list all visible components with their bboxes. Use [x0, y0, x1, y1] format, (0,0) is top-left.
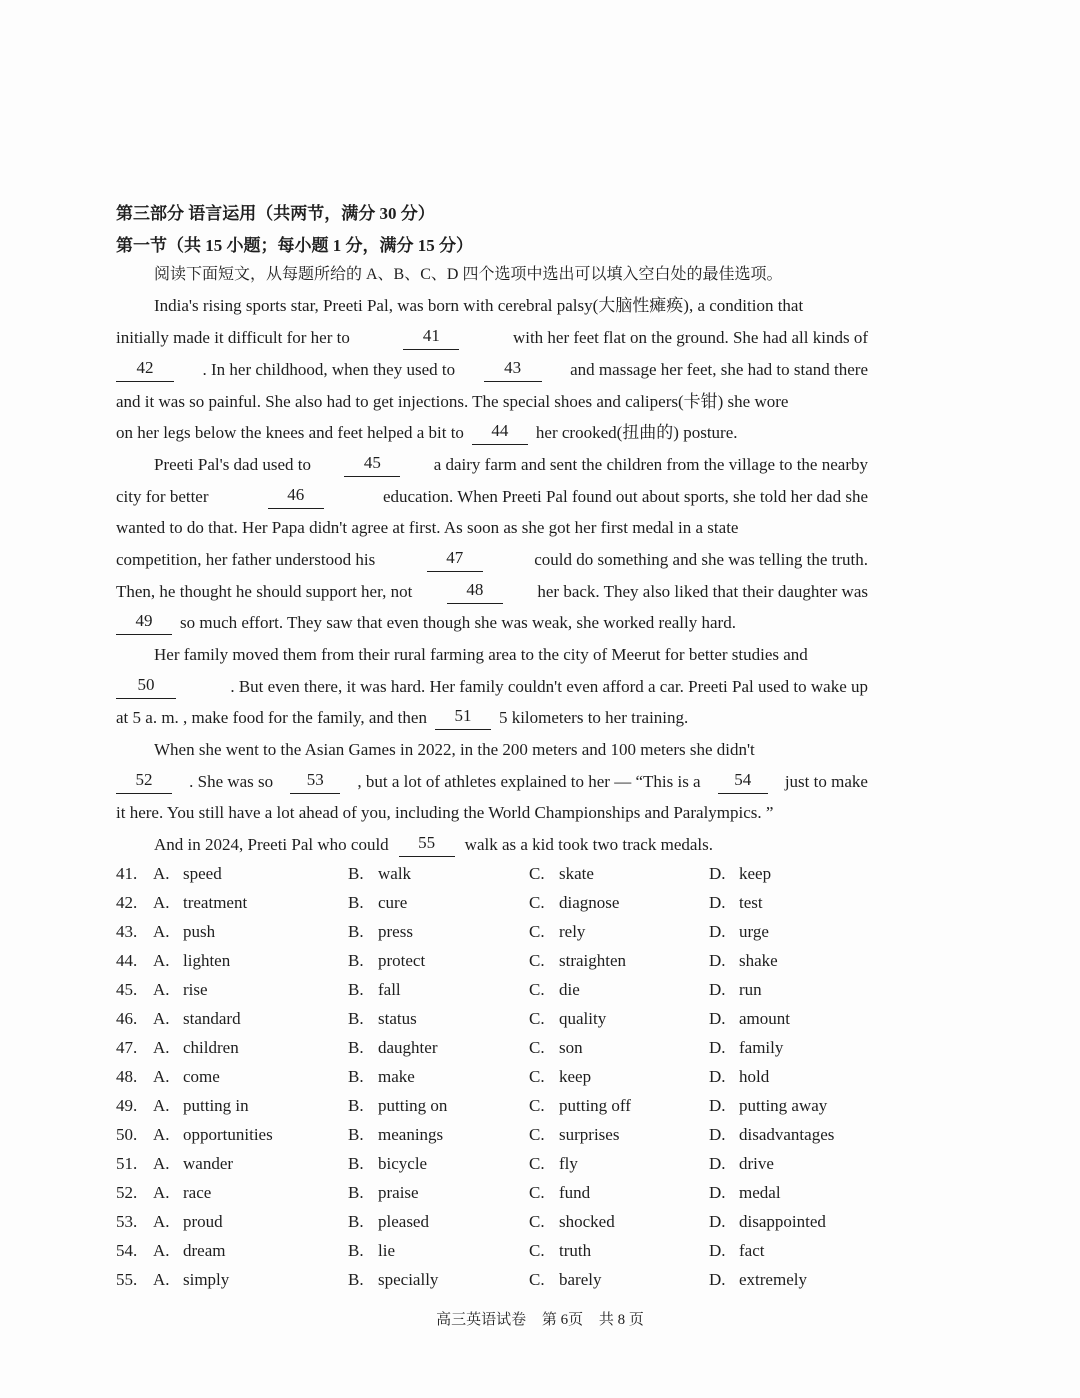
option-text: praise — [378, 1183, 419, 1202]
option-d — [709, 949, 778, 973]
option-b — [348, 891, 407, 915]
option-text: straighten — [559, 951, 627, 970]
option-letter: C. — [529, 1270, 545, 1289]
option-text: bicycle — [378, 1154, 428, 1173]
option-letter: A. — [153, 980, 170, 999]
option-c — [529, 1152, 578, 1176]
question-number: 51. — [116, 1154, 138, 1173]
option-letter: B. — [348, 951, 364, 970]
option-letter: A. — [153, 1241, 170, 1260]
instruction: 阅读下面短文，从每题所给的 A、B、C、D 四个选项中选出可以填入空白处的最佳选项。 — [154, 266, 783, 283]
option-b — [348, 978, 401, 1002]
option-c — [529, 1036, 583, 1060]
option-text: diagnose — [559, 893, 620, 912]
option-text: extremely — [739, 1270, 807, 1289]
option-b — [348, 949, 425, 973]
option-b — [348, 920, 413, 944]
option-text: dream — [183, 1241, 226, 1260]
option-text: putting off — [559, 1096, 631, 1115]
page-total: 共 8 页 — [598, 1312, 644, 1328]
option-text: disappointed — [739, 1212, 826, 1231]
option-letter: A. — [153, 1096, 170, 1115]
option-a — [153, 920, 215, 944]
passage-line: 50 . But even there, it was hard. Her family couldn't even afford a car. Preeti Pal used to wake up — [116, 675, 868, 699]
blank-43: 43 — [484, 358, 542, 382]
option-letter: D. — [709, 1212, 726, 1231]
option-text: treatment — [183, 893, 248, 912]
option-text: cure — [378, 893, 408, 912]
question-number: 54. — [116, 1241, 138, 1260]
option-c — [529, 891, 619, 915]
option-text: urge — [739, 922, 769, 941]
option-letter: D. — [709, 1096, 726, 1115]
option-text: son — [559, 1038, 583, 1057]
blank-44: 44 — [472, 421, 528, 445]
option-letter: B. — [348, 1067, 364, 1086]
blank-50: 50 — [116, 675, 176, 699]
question-number: 55. — [116, 1270, 138, 1289]
option-text: keep — [739, 864, 772, 883]
option-letter: D. — [709, 1125, 726, 1144]
option-text: protect — [378, 951, 426, 970]
option-text: test — [739, 893, 763, 912]
option-d — [709, 1123, 834, 1147]
option-text: children — [183, 1038, 239, 1057]
blank-52: 52 — [116, 770, 172, 794]
passage-line: Her family moved them from their rural farming area to the city of Meerut for better studies and — [154, 645, 808, 664]
blank-46: 46 — [268, 485, 324, 509]
option-d — [709, 891, 763, 915]
option-b — [348, 862, 411, 886]
option-text: walk — [378, 864, 412, 883]
option-b — [348, 1094, 447, 1118]
option-letter: B. — [348, 980, 364, 999]
option-text: race — [183, 1183, 212, 1202]
option-letter: A. — [153, 864, 170, 883]
option-letter: A. — [153, 1212, 170, 1231]
option-d — [709, 1007, 790, 1031]
option-c — [529, 1239, 591, 1263]
option-letter: C. — [529, 951, 545, 970]
option-a — [153, 978, 208, 1002]
option-a — [153, 1239, 225, 1263]
option-letter: D. — [709, 1038, 726, 1057]
option-text: putting away — [739, 1096, 828, 1115]
question-number: 45. — [116, 980, 138, 999]
option-letter: A. — [153, 1125, 170, 1144]
option-d — [709, 1152, 774, 1176]
option-text: press — [378, 922, 413, 941]
option-letter: C. — [529, 1009, 545, 1028]
option-text: lighten — [183, 951, 231, 970]
option-b — [348, 1007, 417, 1031]
question-number: 47. — [116, 1038, 138, 1057]
option-d — [709, 1036, 783, 1060]
option-b — [348, 1181, 419, 1205]
option-letter: D. — [709, 864, 726, 883]
option-a — [153, 1094, 249, 1118]
option-a — [153, 1123, 273, 1147]
option-letter: C. — [529, 1038, 545, 1057]
option-d — [709, 920, 769, 944]
option-letter: B. — [348, 1270, 364, 1289]
option-letter: B. — [348, 1038, 364, 1057]
option-letter: B. — [348, 1154, 364, 1173]
exam-title: 高三英语试卷 — [436, 1312, 527, 1328]
option-letter: B. — [348, 1241, 364, 1260]
question-number: 52. — [116, 1183, 138, 1202]
option-letter: A. — [153, 951, 170, 970]
option-letter: C. — [529, 1154, 545, 1173]
question-number: 42. — [116, 893, 138, 912]
option-letter: B. — [348, 864, 364, 883]
option-a — [153, 949, 230, 973]
option-c — [529, 920, 585, 944]
option-letter: D. — [709, 1154, 726, 1173]
option-c — [529, 1181, 590, 1205]
blank-45: 45 — [344, 453, 400, 477]
option-a — [153, 1181, 211, 1205]
option-letter: A. — [153, 1009, 170, 1028]
blank-53: 53 — [290, 770, 340, 794]
option-letter: D. — [709, 1067, 726, 1086]
option-text: family — [739, 1038, 784, 1057]
option-letter: A. — [153, 1038, 170, 1057]
option-letter: B. — [348, 893, 364, 912]
option-a — [153, 1210, 223, 1234]
option-letter: C. — [529, 1125, 545, 1144]
blank-55: 55 — [399, 833, 455, 857]
blank-54: 54 — [718, 770, 768, 794]
option-text: pleased — [378, 1212, 429, 1231]
option-letter: A. — [153, 1270, 170, 1289]
option-text: truth — [559, 1241, 592, 1260]
option-text: die — [559, 980, 580, 999]
option-a — [153, 1007, 241, 1031]
passage-line: India's rising sports star, Preeti Pal, was born with cerebral palsy(大脑性瘫痪), a condition that — [154, 296, 804, 315]
blank-41: 41 — [403, 326, 459, 350]
blank-42: 42 — [116, 358, 174, 382]
passage-line: And in 2024, Preeti Pal who could 55 walk as a kid took two track medals. — [154, 833, 868, 857]
passage-line: wanted to do that. Her Papa didn't agree at first. As soon as she got her first medal in a state — [116, 518, 739, 537]
option-letter: D. — [709, 951, 726, 970]
option-d — [709, 978, 762, 1002]
option-text: shocked — [559, 1212, 615, 1231]
option-text: fall — [378, 980, 401, 999]
option-text: meanings — [378, 1125, 444, 1144]
subsection-title: 第一节（共 15 小题；每小题 1 分，满分 15 分） — [116, 236, 473, 255]
option-b — [348, 1210, 429, 1234]
option-text: push — [183, 922, 216, 941]
passage-line: 52 . She was so 53 , but a lot of athletes explained to her — “This is a 54 just to make — [116, 770, 868, 794]
option-letter: C. — [529, 893, 545, 912]
option-a — [153, 1152, 233, 1176]
question-number: 41. — [116, 864, 138, 883]
option-text: fund — [559, 1183, 591, 1202]
option-text: proud — [183, 1212, 223, 1231]
question-number: 48. — [116, 1067, 138, 1086]
option-letter: C. — [529, 980, 545, 999]
passage-line: initially made it difficult for her to 41 with her feet flat on the ground. She had all kinds of — [116, 326, 868, 350]
option-c — [529, 1268, 601, 1292]
option-text: medal — [739, 1183, 781, 1202]
option-text: fly — [559, 1154, 578, 1173]
option-letter: B. — [348, 922, 364, 941]
blank-49: 49 — [116, 611, 172, 635]
option-c — [529, 978, 580, 1002]
option-b — [348, 1268, 438, 1292]
option-c — [529, 1094, 631, 1118]
option-text: run — [739, 980, 762, 999]
option-letter: D. — [709, 1009, 726, 1028]
option-text: disadvantages — [739, 1125, 835, 1144]
option-letter: C. — [529, 1067, 545, 1086]
option-text: rise — [183, 980, 208, 999]
option-text: fact — [739, 1241, 765, 1260]
option-d — [709, 1065, 769, 1089]
option-b — [348, 1239, 395, 1263]
option-text: simply — [183, 1270, 230, 1289]
option-c — [529, 1210, 615, 1234]
option-c — [529, 1007, 606, 1031]
question-number: 44. — [116, 951, 138, 970]
option-text: rely — [559, 922, 586, 941]
passage-line: 49 so much effort. They saw that even though she was weak, she worked really hard. — [116, 611, 868, 635]
question-number: 43. — [116, 922, 138, 941]
option-text: keep — [559, 1067, 592, 1086]
option-text: barely — [559, 1270, 602, 1289]
passage-line: at 5 a. m. , make food for the family, and then 51 5 kilometers to her training. — [116, 706, 868, 730]
question-number: 53. — [116, 1212, 138, 1231]
part-title: 第三部分 语言运用（共两节，满分 30 分） — [116, 204, 435, 223]
option-d — [709, 1210, 826, 1234]
option-d — [709, 1181, 781, 1205]
option-letter: B. — [348, 1096, 364, 1115]
option-letter: B. — [348, 1009, 364, 1028]
option-letter: B. — [348, 1183, 364, 1202]
option-text: speed — [183, 864, 222, 883]
option-letter: C. — [529, 1096, 545, 1115]
passage-line: When she went to the Asian Games in 2022, in the 200 meters and 100 meters she didn't — [154, 740, 755, 759]
option-letter: A. — [153, 893, 170, 912]
option-text: surprises — [559, 1125, 620, 1144]
blank-48: 48 — [447, 580, 503, 604]
option-text: status — [378, 1009, 417, 1028]
option-text: putting on — [378, 1096, 448, 1115]
passage-line: city for better 46 education. When Preeti Pal found out about sports, she told her dad she — [116, 485, 868, 509]
passage-line: 42 . In her childhood, when they used to 43 and massage her feet, she had to stand there — [116, 358, 868, 382]
option-letter: D. — [709, 980, 726, 999]
passage-line: competition, her father understood his 47 could do something and she was telling the truth. — [116, 548, 868, 572]
option-text: daughter — [378, 1038, 438, 1057]
option-letter: D. — [709, 1241, 726, 1260]
option-letter: D. — [709, 922, 726, 941]
option-a — [153, 1268, 229, 1292]
question-number: 49. — [116, 1096, 138, 1115]
option-letter: B. — [348, 1212, 364, 1231]
option-text: putting in — [183, 1096, 249, 1115]
question-number: 50. — [116, 1125, 138, 1144]
option-a — [153, 862, 222, 886]
option-letter: A. — [153, 1183, 170, 1202]
option-c — [529, 1065, 591, 1089]
option-text: quality — [559, 1009, 607, 1028]
option-d — [709, 1268, 807, 1292]
option-b — [348, 1036, 437, 1060]
option-text: drive — [739, 1154, 774, 1173]
option-text: lie — [378, 1241, 395, 1260]
option-letter: A. — [153, 922, 170, 941]
option-letter: A. — [153, 1067, 170, 1086]
option-letter: D. — [709, 893, 726, 912]
option-letter: C. — [529, 1241, 545, 1260]
option-text: shake — [739, 951, 778, 970]
option-text: amount — [739, 1009, 790, 1028]
option-text: come — [183, 1067, 220, 1086]
option-c — [529, 1123, 619, 1147]
option-b — [348, 1152, 427, 1176]
passage-line: on her legs below the knees and feet helped a bit to 44 her crooked(扭曲的) posture. — [116, 421, 868, 445]
option-letter: C. — [529, 1212, 545, 1231]
page-footer — [0, 1308, 1080, 1329]
option-text: opportunities — [183, 1125, 273, 1144]
option-letter: C. — [529, 922, 545, 941]
option-letter: C. — [529, 1183, 545, 1202]
question-number: 46. — [116, 1009, 138, 1028]
option-letter: A. — [153, 1154, 170, 1173]
option-text: hold — [739, 1067, 770, 1086]
option-b — [348, 1123, 443, 1147]
option-text: specially — [378, 1270, 439, 1289]
option-d — [709, 1094, 827, 1118]
option-a — [153, 1065, 220, 1089]
blank-47: 47 — [427, 548, 483, 572]
passage-line: Preeti Pal's dad used to 45 a dairy farm and sent the children from the village to the nearby — [154, 453, 868, 477]
page-number: 第 6页 — [541, 1312, 584, 1328]
option-a — [153, 891, 247, 915]
option-b — [348, 1065, 415, 1089]
option-text: standard — [183, 1009, 241, 1028]
option-letter: B. — [348, 1125, 364, 1144]
option-text: skate — [559, 864, 594, 883]
option-c — [529, 949, 626, 973]
option-letter: C. — [529, 864, 545, 883]
option-c — [529, 862, 594, 886]
option-letter: D. — [709, 1183, 726, 1202]
passage-line: it here. You still have a lot ahead of you, including the World Championships and Paralympics. ” — [116, 803, 774, 822]
option-d — [709, 862, 771, 886]
passage-line: Then, he thought he should support her, not 48 her back. They also liked that their daughter was — [116, 580, 868, 604]
option-text: wander — [183, 1154, 234, 1173]
option-d — [709, 1239, 764, 1263]
option-a — [153, 1036, 239, 1060]
option-text: make — [378, 1067, 415, 1086]
blank-51: 51 — [435, 706, 491, 730]
option-letter: D. — [709, 1270, 726, 1289]
passage-line: and it was so painful. She also had to get injections. The special shoes and calipers(卡钳) she wore — [116, 392, 789, 411]
